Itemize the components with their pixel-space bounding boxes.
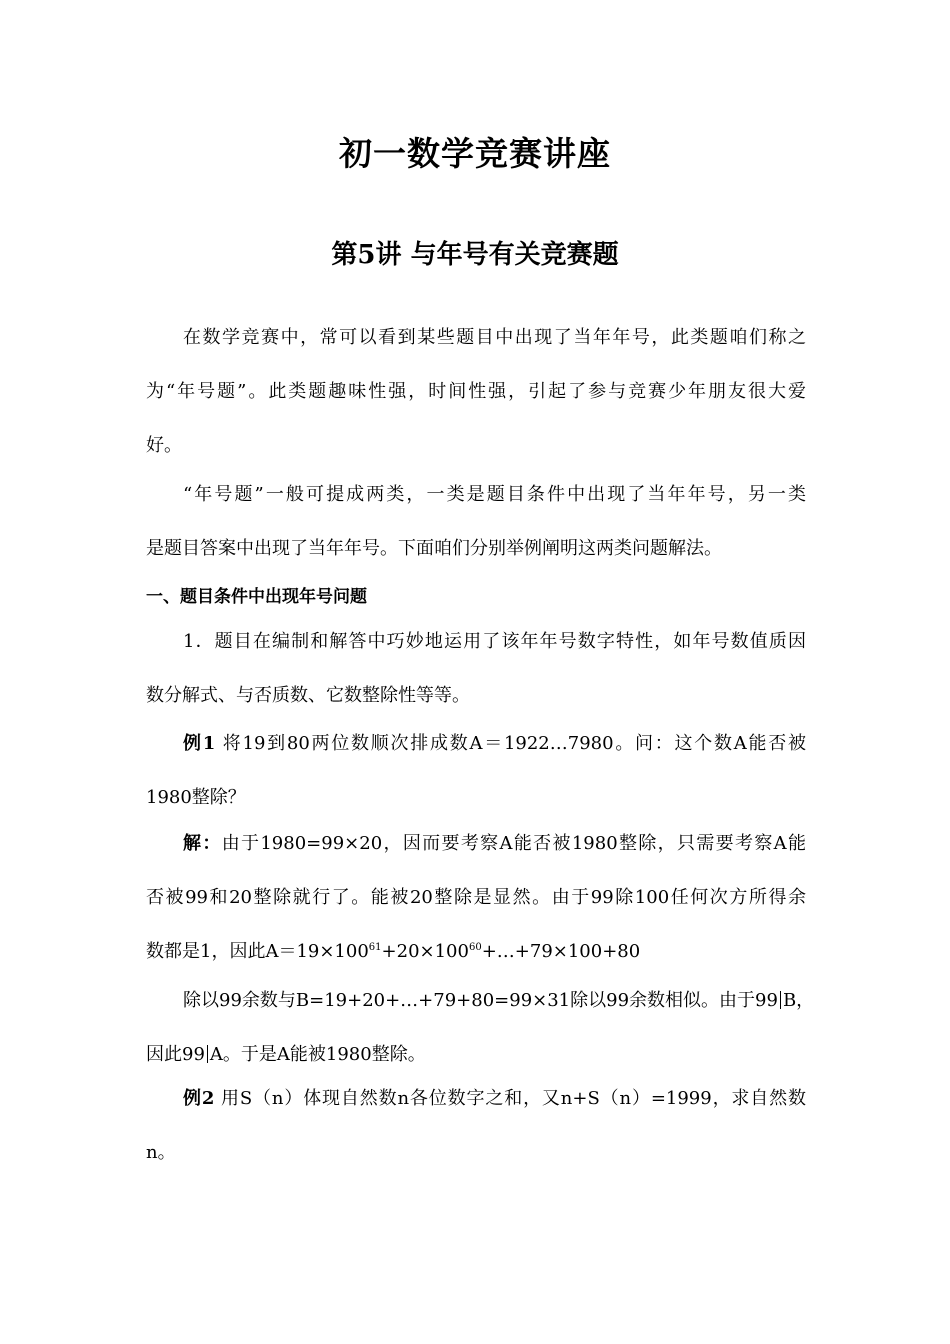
solution-text: 因此99 bbox=[146, 1044, 205, 1065]
example-text: 将19到80两位数顺次排成数A＝1922…7980。问：这个数A能否被 bbox=[222, 733, 806, 754]
intro-paragraph-line: 在数学竞赛中，常可以看到某些题目中出现了当年年号，此类题咱们称之 bbox=[183, 327, 806, 348]
solution-text-line bbox=[183, 986, 815, 1012]
solution-1 bbox=[183, 829, 806, 855]
lecture-subtitle: 第5讲 与年号有关竞赛题 bbox=[331, 240, 619, 270]
solution-text: 由于1980=99×20，因而要考察A能否被1980整除，只需要考察A能 bbox=[221, 833, 807, 854]
formula-part: +20×100 bbox=[381, 941, 469, 962]
exponent: 61 bbox=[368, 942, 382, 953]
divides-bar bbox=[207, 1045, 208, 1063]
exponent: 60 bbox=[468, 942, 482, 953]
example-text: 用S（n）体现自然数n各位数字之和，又n+S（n）=1999，求自然数 bbox=[220, 1088, 806, 1109]
example-text-line: n。 bbox=[146, 1142, 176, 1163]
example-2 bbox=[183, 1084, 806, 1110]
intro-paragraph-line: 为“年号题”。此类题趣味性强，时间性强，引起了参与竞赛少年朋友很大爱 bbox=[146, 381, 806, 402]
solution-label: 解： bbox=[183, 833, 222, 854]
solution-formula-line bbox=[146, 937, 806, 963]
example-label: 例1 bbox=[183, 733, 216, 754]
solution-text: B， bbox=[782, 990, 815, 1011]
document-title: 初一数学竞赛讲座 bbox=[339, 134, 611, 173]
intro-paragraph-line: “年号题”一般可提成两类，一类是题目条件中出现了当年年号，另一类 bbox=[183, 484, 806, 505]
example-1 bbox=[183, 729, 806, 755]
divides-bar bbox=[780, 991, 781, 1009]
solution-text: A。于是A能被1980整除。 bbox=[209, 1044, 426, 1065]
example-label: 例2 bbox=[183, 1088, 215, 1109]
solution-text-line: 否被99和20整除就行了。能被20整除是显然。由于99除100任何次方所得余 bbox=[146, 887, 806, 908]
formula-part: 数都是1，因此A＝19×100 bbox=[146, 941, 369, 962]
intro-paragraph-line: 好。 bbox=[146, 435, 182, 456]
item-paragraph-line: 1．题目在编制和解答中巧妙地运用了该年年号数字特性，如年号数值质因 bbox=[183, 631, 806, 652]
solution-text-line bbox=[146, 1040, 806, 1066]
solution-text: 除以99余数与B=19+20+…+79+80=99×31除以99余数相似。由于99 bbox=[183, 990, 778, 1011]
item-paragraph-line: 数分解式、与否质数、它数整除性等等。 bbox=[146, 685, 470, 706]
intro-paragraph-line: 是题目答案中出现了当年年号。下面咱们分别举例阐明这两类问题解法。 bbox=[146, 538, 722, 559]
formula-part: +…+79×100+80 bbox=[481, 941, 641, 962]
example-text-line: 1980整除？ bbox=[146, 787, 246, 808]
section-heading: 一、题目条件中出现年号问题 bbox=[146, 587, 367, 607]
